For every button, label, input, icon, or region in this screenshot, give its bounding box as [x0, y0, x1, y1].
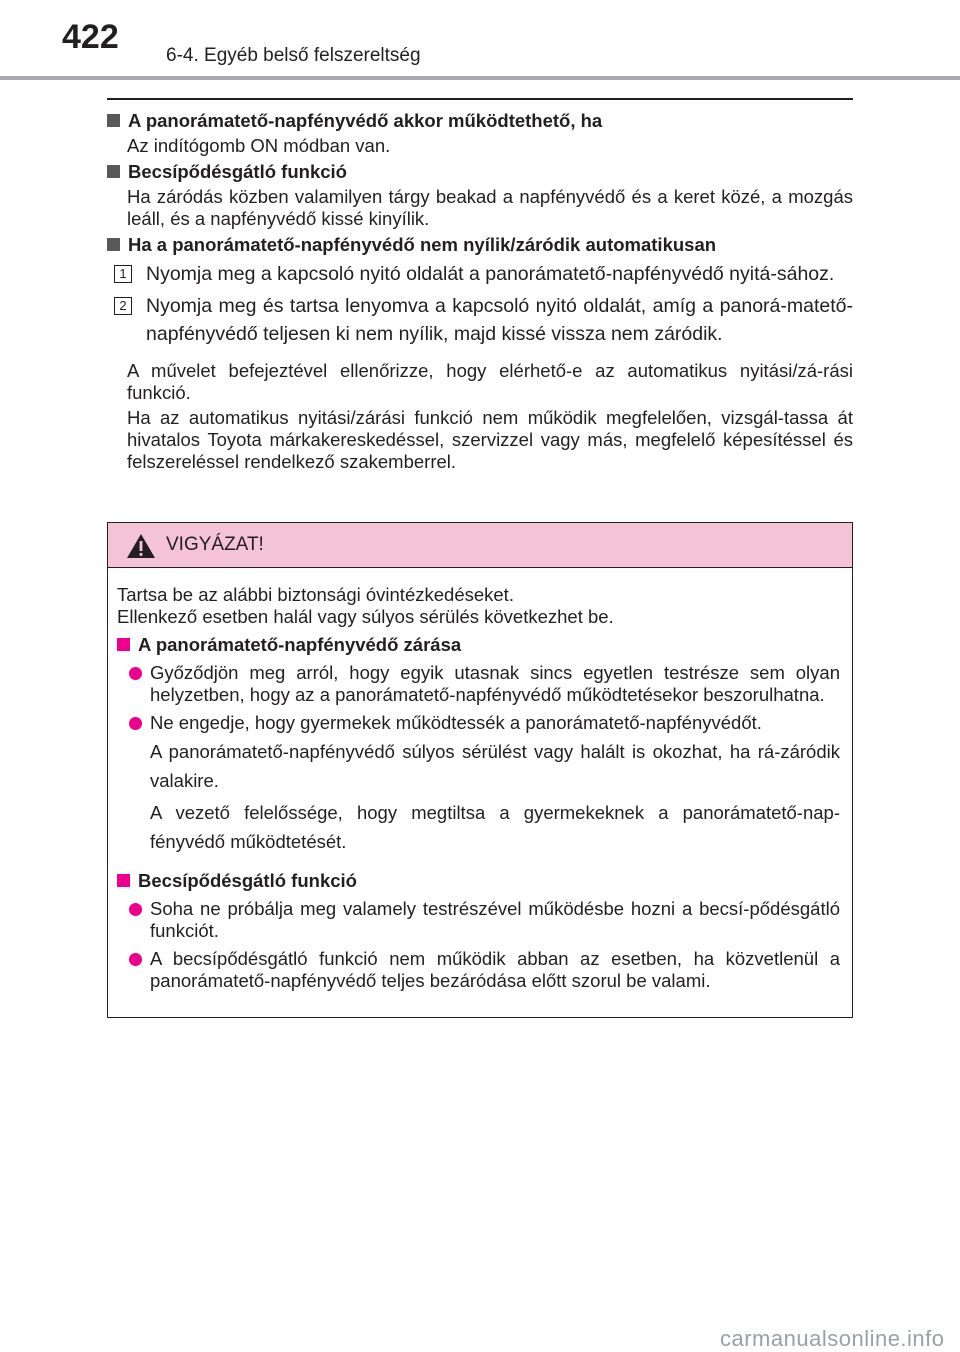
square-bullet-icon — [107, 238, 120, 251]
step-2 — [107, 297, 853, 348]
round-bullet-icon — [129, 953, 142, 966]
warning-box — [107, 522, 853, 1018]
paragraph-anti-pinch: Ha záródás közben valamilyen tárgy beakad a napfényvédő és a keret közé, a mozgás leáll, és a napfényvédő kissé kinyílik. — [127, 186, 853, 229]
page-number: 422 — [62, 18, 119, 56]
step-text: Nyomja meg és tartsa lenyomva a kapcsoló nyitó oldalát, amíg a panorá-matető-napfényvédő teljesen ki nem nyílik, majd kissé vissza nem záródik. — [146, 295, 853, 345]
warning-intro-2: Ellenkező esetben halál vagy súlyos sérülés következhet be. — [117, 606, 614, 627]
header-rule — [0, 76, 960, 80]
round-bullet-icon — [129, 717, 142, 730]
step-1 — [107, 265, 853, 288]
heading-text: Becsípődésgátló funkció — [128, 161, 347, 182]
bullet-text: A becsípődésgátló funkció nem működik abban az esetben, ha közvetlenül a panorámatető-napfényvédő teljes bezáródása előtt szorul be valami. — [150, 948, 840, 991]
step-number-badge: 2 — [114, 297, 132, 315]
warning-heading-closing — [117, 634, 840, 656]
square-bullet-icon — [117, 638, 130, 651]
warning-triangle-icon — [126, 533, 156, 564]
heading-text: A panorámatető-napfényvédő zárása — [138, 634, 462, 655]
paragraph-ignition: Az indítógomb ON módban van. — [127, 135, 391, 156]
step-text: Nyomja meg a kapcsoló nyitó oldalát a panorámatető-napfényvédő nyitá-sához. — [146, 263, 835, 285]
top-rule — [107, 98, 853, 100]
warning-intro-1: Tartsa be az alábbi biztonsági óvintézkedéseket. — [117, 584, 514, 605]
section-title: 6-4. Egyéb belső felszereltség — [166, 45, 421, 66]
bullet-text: Ne engedje, hogy gyermekek működtessék a panorámatető-napfényvédőt. — [150, 712, 762, 733]
warning-body — [108, 568, 852, 992]
heading-text: A panorámatető-napfényvédő akkor működtethető, ha — [128, 110, 603, 131]
heading-text: Ha a panorámatető-napfényvédő nem nyílik/záródik automatikusan — [128, 234, 717, 255]
warning-bullet — [117, 948, 840, 992]
round-bullet-icon — [129, 667, 142, 680]
round-bullet-icon — [129, 903, 142, 916]
warning-extra-text: A panorámatető-napfényvédő súlyos sérülést vagy halált is okozhat, ha rá-záródik valakire. — [150, 741, 840, 791]
heading-operation-condition — [107, 110, 853, 132]
warning-bullet — [117, 712, 840, 734]
heading-anti-pinch — [107, 161, 853, 183]
bullet-text: Győződjön meg arról, hogy egyik utasnak sincs egyetlen testrésze sem olyan helyzetben, hogy az a panorámatető-napfényvédő működtetésekor beszorulhatna. — [150, 662, 840, 705]
step-number-badge: 1 — [114, 265, 132, 283]
heading-not-automatic — [107, 234, 853, 256]
paragraph-dealer: Ha az automatikus nyitási/zárási funkció nem működik megfelelően, vizsgál-tassa át hivatalos Toyota márkakereskedéssel, szervizzel vagy más, megfelelő képesítéssel és felszereléssel rendelkező szakemberrel. — [127, 407, 853, 472]
warning-extra-text: A vezető felelőssége, hogy megtiltsa a gyermekeknek a panorámatető-nap-fényvédő működtetését. — [150, 802, 840, 852]
warning-header — [108, 523, 852, 568]
warning-heading-anti-pinch — [117, 870, 840, 892]
watermark: carmanualsonline.info — [720, 1326, 945, 1351]
square-bullet-icon — [107, 165, 120, 178]
square-bullet-icon — [117, 874, 130, 887]
main-content — [107, 106, 853, 476]
bullet-text: Soha ne próbálja meg valamely testrészével működésbe hozni a becsí-pődésgátló funkciót. — [150, 898, 840, 941]
heading-text: Becsípődésgátló funkció — [138, 870, 357, 891]
warning-title: VIGYÁZAT! — [166, 534, 264, 555]
warning-bullet — [117, 662, 840, 706]
square-bullet-icon — [107, 114, 120, 127]
warning-bullet — [117, 898, 840, 942]
paragraph-check-function: A művelet befejeztével ellenőrizze, hogy elérhető-e az automatikus nyitási/zá-rási funkció. — [127, 360, 853, 403]
